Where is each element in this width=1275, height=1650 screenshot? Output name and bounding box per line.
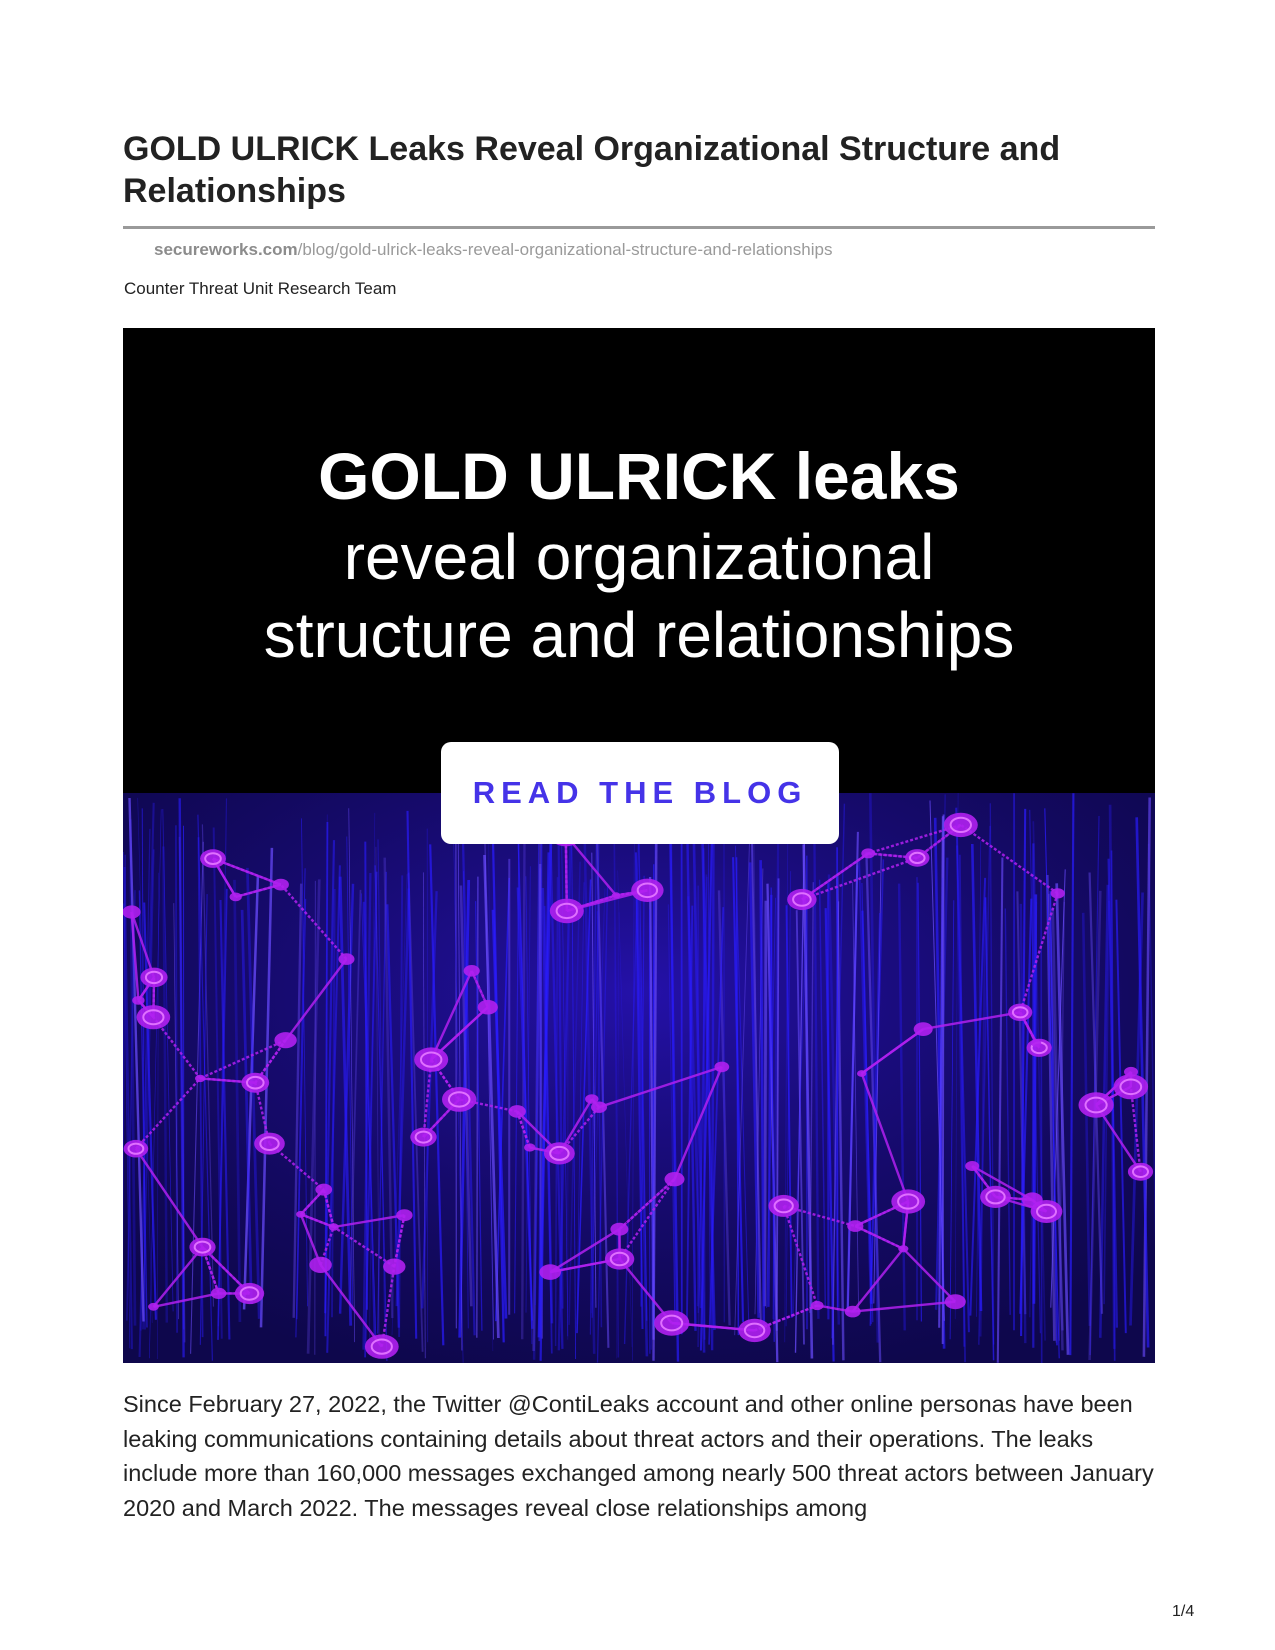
network-node [714,1062,729,1073]
hero-headline: GOLD ULRICK leaks [318,439,960,513]
light-streak [477,877,478,1338]
network-node [254,1133,285,1155]
article-body: Since February 27, 2022, the Twitter @ContiLeaks account and other online personas have been leaking communications containing details about threat actors and their operations. The leaks include more than 160,000 messages exchanged among nearly 500 threat actors between January 2020 and March 2022. The messages reveal close relationships among [123,1391,1154,1521]
network-node [665,1172,685,1186]
network-node [631,879,663,902]
source-domain: secureworks.com [154,240,298,259]
network-node [891,1189,925,1213]
network-node [857,1070,866,1077]
network-node [241,1073,269,1093]
network-node [1022,1192,1043,1207]
network-node [965,1161,979,1171]
network-node [1114,1074,1149,1099]
network-node [124,1140,149,1158]
network-node [123,905,141,918]
network-node [410,1128,436,1147]
network-node [509,1105,526,1118]
network-node [137,1005,171,1029]
network-node [1079,1092,1114,1117]
network-node [945,1294,966,1309]
network-node [200,849,226,868]
network-node [442,1087,476,1112]
network-node [944,813,978,837]
light-streak [765,901,766,1307]
network-node [316,1184,333,1196]
network-node [539,1264,561,1280]
network-node [396,1209,412,1221]
network-node [914,1022,933,1036]
light-streak [1041,881,1042,1363]
network-node [339,953,355,965]
network-node [195,1075,205,1082]
network-node [478,1000,498,1015]
network-node [544,1142,575,1164]
network-node [980,1186,1011,1208]
network-node [524,1143,535,1151]
source-path: /blog/gold-ulrick-leaks-reveal-organizational-structure-and-relationships [297,240,833,259]
network-node [898,1245,908,1252]
light-streak [712,803,714,1350]
network-node [211,1288,227,1299]
network-node [769,1195,799,1217]
network-node [296,1211,305,1218]
network-node [414,1047,448,1071]
network-node [738,1319,770,1342]
network-node [1031,1039,1041,1046]
network-node [550,899,584,924]
network-node [383,1259,405,1275]
light-streak [649,910,650,1354]
network-node [845,1306,861,1318]
network-node [329,1223,339,1230]
page-title: GOLD ULRICK Leaks Reveal Organizational Structure and Relationships [123,130,1061,210]
hero-subline-1: reveal organizational [343,521,935,593]
network-node [230,893,242,902]
network-node [274,1032,296,1048]
network-node [654,1310,689,1335]
network-node [610,1223,628,1236]
read-the-blog-button[interactable]: READ THE BLOG [441,742,839,844]
author-line: Counter Threat Unit Research Team [124,279,397,298]
network-node [605,1248,634,1269]
network-node [847,1220,863,1232]
network-node [235,1283,264,1304]
network-node [787,889,816,910]
hero-subline-2: structure and relationships [263,599,1015,671]
network-node [585,1094,598,1104]
network-node [309,1257,331,1273]
title-divider [123,226,1155,229]
light-streak [837,847,838,1307]
hero-subheadline [123,518,1155,674]
network-node [1051,888,1065,898]
network-node [189,1238,215,1257]
network-node [132,996,144,1005]
page-number: 1/4 [1172,1603,1195,1620]
light-streak [315,881,316,1355]
network-node [1124,1067,1138,1077]
network-node [148,1303,159,1311]
network-node [811,1301,824,1310]
light-streak [943,815,944,1345]
network-node [612,892,621,898]
network-node [861,848,875,858]
network-node [140,968,167,988]
network-node [464,965,480,977]
source-url[interactable] [154,240,832,260]
hero-banner[interactable] [123,328,1155,1363]
network-node [273,879,289,891]
network-node [365,1334,399,1358]
network-node [905,849,929,867]
